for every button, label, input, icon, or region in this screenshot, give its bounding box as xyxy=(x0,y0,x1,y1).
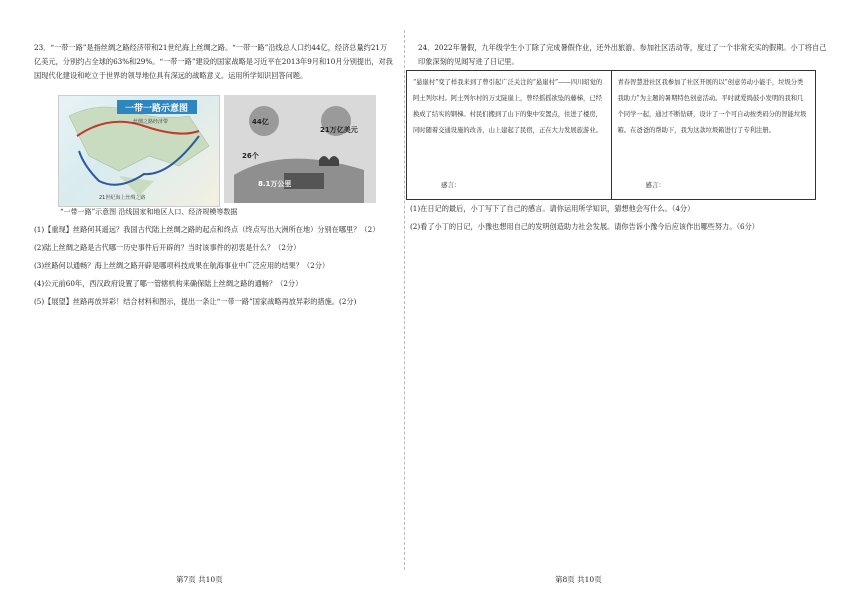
belt-road-map-image xyxy=(58,95,220,207)
diary-right-text: 青春智慧进社区我参加了社区开展的以“创意劳动小能手，垃圾分类我助力”为主题的暑期特色创意活动。平时就爱捣鼓小发明的我和几个同学一起，通过不断钻研，设计了一个可自动按类码分的智能垃圾箱。在爸爸的帮助下，我为这款垃圾箱进行了专利注册。 xyxy=(617,79,807,134)
diary-left-text: “悬崖村”变了样我来到了曾引起广泛关注的“悬崖村”——四川昭觉的阿土列尔村。阿土列尔村的万丈陡崖上，曾经摇摇欲坠的藤梯，已经换成了结实的钢梯。村民们搬到了山下的集中安置点，住进了楼房，同时随着交通设施的改善，山上建起了民宿，正在大力发展旅游业。 xyxy=(413,79,603,134)
diary-entry-right xyxy=(611,71,816,199)
page-left xyxy=(0,0,410,608)
stat-population: 44亿 xyxy=(252,118,269,126)
diary-table xyxy=(406,70,816,200)
question-23-2: (2)陆上丝绸之路是古代哪一历史事件后开辟的？当时该事件的初衷是什么？（2分） xyxy=(34,243,301,252)
question-24-2: (2)看了小丁的日记，小豫也想用自己的发明创造助力社会发展。请你告诉小豫今后应该作出哪些努力。（6分） xyxy=(410,222,759,231)
question-23-4: (4)公元前60年，西汉政府设置了哪一管辖机构来确保陆上丝绸之路的通畅？（2分） xyxy=(34,279,303,288)
stat-countries: 26个 xyxy=(242,152,259,160)
infographic-graphic xyxy=(224,95,376,203)
figure-caption: “一带一路”示意图 沿线国家和地区人口、经济规模等数据 xyxy=(60,208,238,216)
diary-right-feel-label: 感言： xyxy=(645,181,665,189)
diary-entry-left xyxy=(407,71,611,199)
statistics-infographic xyxy=(224,95,376,203)
page-footer-right: 第8页 共10页 xyxy=(555,575,602,584)
question-23-5: (5)【展望】丝路再放异彩！结合材料和图示，提出一条让“一带一路”国家战略再放异彩的措施。(2分) xyxy=(34,297,357,306)
stat-economy: 21万亿美元 xyxy=(320,126,358,134)
stat-distance: 8.1万公里 xyxy=(258,180,292,188)
map-label-land: 丝绸之路经济带 xyxy=(133,119,169,125)
question-23-1: (1)【重现】丝路何其遥远？我国古代陆上丝绸之路的起点和终点（终点写出大洲所在地）分别在哪里？（2） xyxy=(34,225,380,234)
question-23-3: (3)丝路何以通畅？海上丝绸之路开辟是哪项科技成果在航海事业中广泛应用的结果？（2分） xyxy=(34,261,330,270)
page-divider xyxy=(404,30,405,570)
map-title: 一带一路示意图 xyxy=(125,104,189,114)
question-23-text: 23．“一带一路”是指丝绸之路经济带和21世纪海上丝绸之路。“一带一路”沿线总人口约44亿，经济总量约21万亿美元，分别约占全球的63%和29%。“一带一路”建设的国家战略是习近平在2013年9月和10月分别提出，对我国现代化建设和屹立于世界的领导地位具有深远的战略意义。运用所学知识回答问题。 xyxy=(34,43,393,80)
map-label-sea: 21世纪海上丝绸之路 xyxy=(99,195,146,201)
question-24-1: (1)在日记的最后，小丁写下了自己的感言。请你运用所学知识，猜想他会写什么。（4分） xyxy=(410,204,695,213)
question-24-text: 24．2022年暑假，九年级学生小丁除了完成暑假作业，还外出旅游、参加社区活动等，度过了一个非常充实的假期。小丁将自己印象深刻的见闻写进了日记里。 xyxy=(418,43,827,66)
page-footer-left: 第7页 共10页 xyxy=(176,575,223,584)
diary-left-feel-label: 感言： xyxy=(441,181,461,189)
